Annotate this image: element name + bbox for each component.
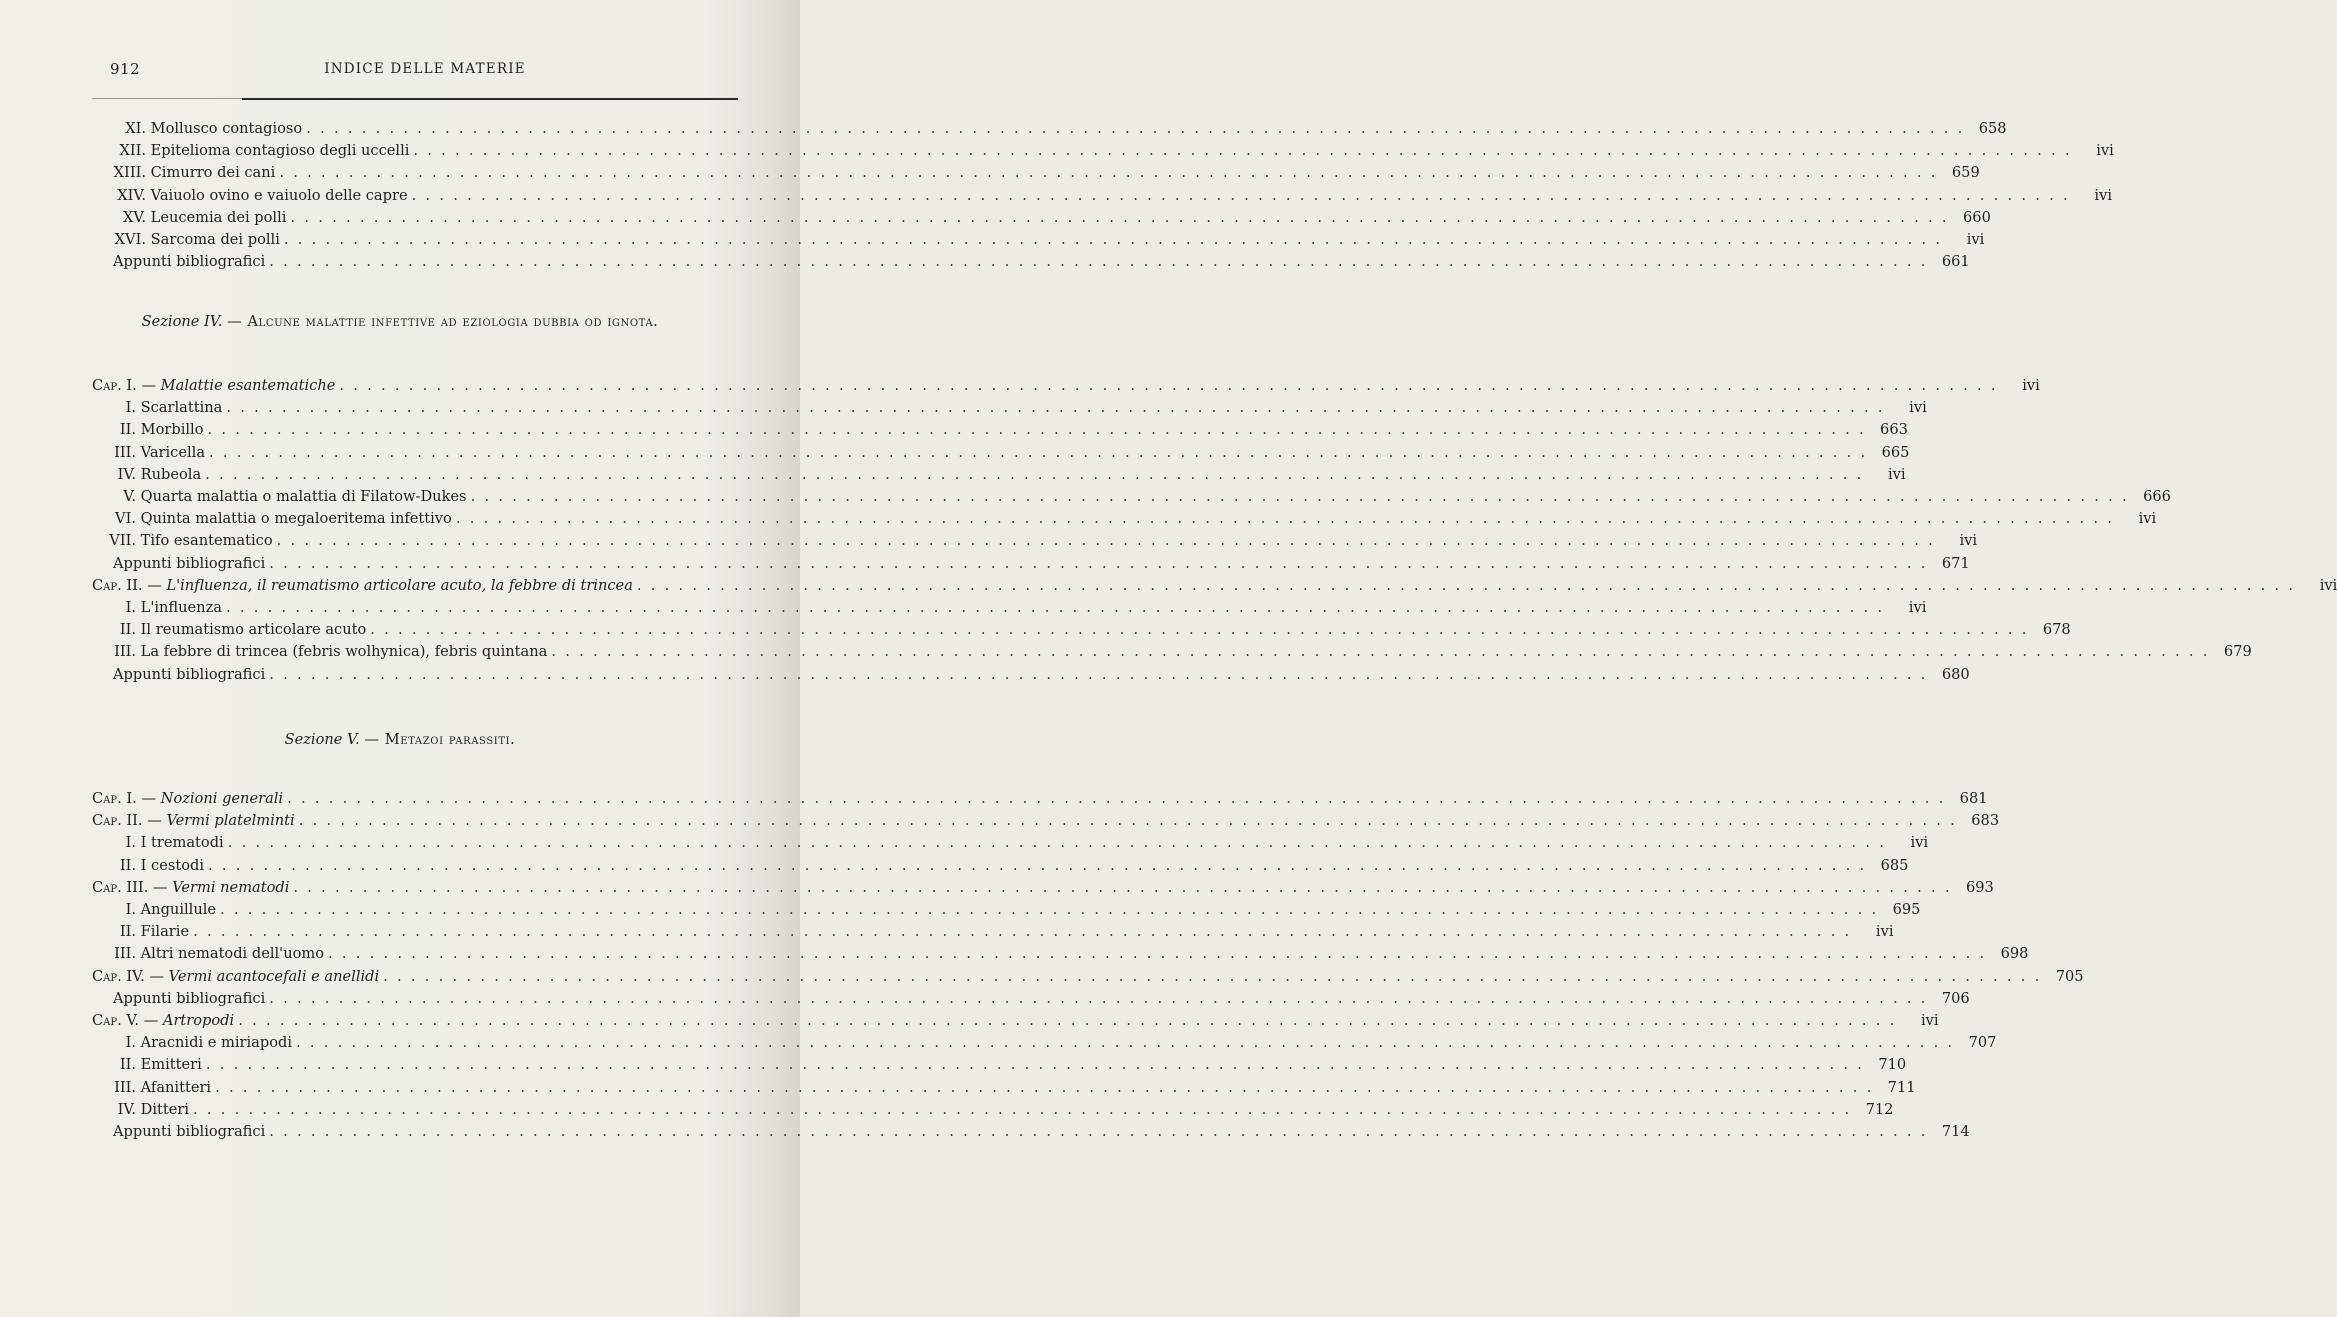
entry-title: Quinta malattia o megaloeritema infettivo: [140, 510, 452, 528]
entry-title: Mollusco contagioso: [150, 120, 303, 137]
leader-dots: . . . . . . . . . . . . . . . . . . . . . . . . . . . . . . . . . . . . . . . . . . . . . . . . . . . . . . . . . . . . . . . . . . . . . . . . . . . . . . . . . . . . . . . . . . . . . . . . . . . . . . . . . . . . . . . . . . . . . . . .: [225, 599, 1885, 616]
toc-entry: [96, 1099, 1894, 1121]
page-ref: 665: [1881, 443, 1910, 461]
entry-number: I.: [125, 599, 136, 616]
section-label: Sezione V.: [284, 731, 360, 748]
entry-title: Quarta malattia o malattia di Filatow-Dukes: [140, 488, 467, 505]
page-ref: 710: [1878, 1056, 1907, 1074]
page-ref: 712: [1865, 1100, 1894, 1118]
page-ref: ivi: [1959, 532, 1978, 550]
toc-entry: [96, 855, 1909, 877]
entry-number: XV.: [122, 208, 146, 226]
leader-dots: . . . . . . . . . . . . . . . . . . . . . . . . . . . . . . . . . . . . . . . . . . . . . . . . . . . . . . . . . . . . . . . . . . . . . . . . . . . . . . . . . . . . . . . . . . . . . . . . . . . . . . . . . . . . . . . . . . . . . . . .: [269, 554, 1928, 572]
entry-title: Anguillule: [140, 901, 217, 918]
page-ref: ivi: [1908, 599, 1927, 616]
chapter-title: Vermi nematodi: [172, 878, 290, 896]
entry-number: II.: [119, 856, 136, 874]
leader-dots: . . . . . . . . . . . . . . . . . . . . . . . . . . . . . . . . . . . . . . . . . . . . . . . . . . . . . . . . . . . . . . . . . . . . . . . . . . . . . . . . . . . . . . . . . . . . . . . . . . . . . . . . . . . . . . . . . . . . . . . .: [287, 790, 1946, 807]
leader-dots: . . . . . . . . . . . . . . . . . . . . . . . . . . . . . . . . . . . . . . . . . . . . . . . . . . . . . . . . . . . . . . . . . . . . . . . . . . . . . . . . . . . . . . . . . . . . . . . . . . . . . . . . . . . . . . . . . . . . . . . .: [226, 399, 1885, 417]
section-heading-v: [0, 731, 800, 748]
leader-dots: . . . . . . . . . . . . . . . . . . . . . . . . . . . . . . . . . . . . . . . . . . . . . . . . . . . . . . . . . . . . . . . . . . . . . . . . . . . . . . . . . . . . . . . . . . . . . . . . . . . . . . . . . . . . . . . . . . . . . . . .: [238, 1012, 1897, 1029]
chapter-label: Cap. II.: [92, 576, 148, 594]
leader-dots: . . . . . . . . . . . . . . . . . . . . . . . . . . . . . . . . . . . . . . . . . . . . . . . . . . . . . . . . . . . . . . . . . . . . . . . . . . . . . . . . . . . . . . . . . . . . . . . . . . . . . . . . . . . . . . . . . . . . . . . .: [636, 576, 2296, 594]
leader-dots: . . . . . . . . . . . . . . . . . . . . . . . . . . . . . . . . . . . . . . . . . . . . . . . . . . . . . . . . . . . . . . . . . . . . . . . . . . . . . . . . . . . . . . . . . . . . . . . . . . . . . . . . . . . . . . . . . . . . . . . .: [193, 1100, 1852, 1118]
entry-number: III.: [114, 443, 136, 461]
page-ref: 705: [2055, 967, 2084, 985]
leader-dots: . . . . . . . . . . . . . . . . . . . . . . . . . . . . . . . . . . . . . . . . . . . . . . . . . . . . . . . . . . . . . . . . . . . . . . . . . . . . . . . . . . . . . . . . . . . . . . . . . . . . . . . . . . . . . . . . . . . . . . . .: [215, 1078, 1874, 1096]
toc-entry: [96, 508, 2157, 530]
section-title: — Metazoi parassiti.: [364, 731, 516, 748]
leader-dots: . . . . . . . . . . . . . . . . . . . . . . . . . . . . . . . . . . . . . . . . . . . . . . . . . . . . . . . . . . . . . . . . . . . . . . . . . . . . . . . . . . . . . . . . . . . . . . . . . . . . . . . . . . . . . . . . . . . . . . . .: [209, 443, 1868, 461]
leader-dots: . . . . . . . . . . . . . . . . . . . . . . . . . . . . . . . . . . . . . . . . . . . . . . . . . . . . . . . . . . . . . . . . . . . . . . . . . . . . . . . . . . . . . . . . . . . . . . . . . . . . . . . . . . . . . . . . . . . . . . . .: [339, 377, 1998, 394]
toc-entry: [96, 530, 1978, 552]
entry-title: Appunti bibliografici: [113, 1123, 266, 1140]
leader-dots: . . . . . . . . . . . . . . . . . . . . . . . . . . . . . . . . . . . . . . . . . . . . . . . . . . . . . . . . . . . . . . . . . . . . . . . . . . . . . . . . . . . . . . . . . . . . . . . . . . . . . . . . . . . . . . . . . . . . . . . .: [220, 901, 1879, 918]
chapter-title: Malattie esantematiche: [160, 377, 336, 394]
toc-entry: Cap. II. — L'influenza, il reumatismo articolare acuto, la febbre di trincea . . . . . . . . . . . . . . . . . . . . . . . . . . . . . . . . . . . . . . . . . . . . . . . . . . . . . . . . . . . . . . . . . . . . . . . . . . . . . . . . . . . . . . . . . . . . . . . . . . . . . . . . . . . . . . . . . . . . . . . . ivi: [92, 575, 738, 597]
entry-title: Filarie: [140, 923, 190, 941]
page-ref: 666: [2143, 488, 2171, 505]
entry-number: XI.: [125, 120, 146, 137]
page-ref: 680: [1941, 665, 1970, 683]
leader-dots: . . . . . . . . . . . . . . . . . . . . . . . . . . . . . . . . . . . . . . . . . . . . . . . . . . . . . . . . . . . . . . . . . . . . . . . . . . . . . . . . . . . . . . . . . . . . . . . . . . . . . . . . . . . . . . . . . . . . . . . .: [290, 208, 1949, 226]
page-ref: 678: [2042, 621, 2071, 639]
page-ref: 663: [1880, 421, 1908, 439]
leader-dots: . . . . . . . . . . . . . . . . . . . . . . . . . . . . . . . . . . . . . . . . . . . . . . . . . . . . . . . . . . . . . . . . . . . . . . . . . . . . . . . . . . . . . . . . . . . . . . . . . . . . . . . . . . . . . . . . . . . . . . . .: [205, 1056, 1865, 1074]
entry-number: III.: [114, 1078, 136, 1096]
page-ref: ivi: [1887, 465, 1906, 483]
leader-dots: . . . . . . . . . . . . . . . . . . . . . . . . . . . . . . . . . . . . . . . . . . . . . . . . . . . . . . . . . . . . . . . . . . . . . . . . . . . . . . . . . . . . . . . . . . . . . . . . . . . . . . . . . . . . . . . . . . . . . . . .: [227, 834, 1887, 852]
toc-entry: Cap. I. — Malattie esantematiche . . . . . . . . . . . . . . . . . . . . . . . . . . . . . . . . . . . . . . . . . . . . . . . . . . . . . . . . . . . . . . . . . . . . . . . . . . . . . . . . . . . . . . . . . . . . . . . . . . . . . . . . . . . . . . . . . . . . . . . . ivi: [92, 375, 738, 397]
entry-title: Scarlattina: [140, 399, 223, 417]
toc-entry: [96, 397, 1927, 419]
page-ref: 714: [1941, 1123, 1970, 1140]
toc-entry: [96, 1032, 1997, 1054]
entry-title: I cestodi: [140, 856, 205, 874]
page-ref: 693: [1965, 878, 1994, 896]
chapter-title: L'influenza, il reumatismo articolare acuto, la febbre di trincea: [166, 576, 633, 594]
leader-dots: . . . . . . . . . . . . . . . . . . . . . . . . . . . . . . . . . . . . . . . . . . . . . . . . . . . . . . . . . . . . . . . . . . . . . . . . . . . . . . . . . . . . . . . . . . . . . . . . . . . . . . . . . . . . . . . . . . . . . . . .: [283, 231, 1943, 248]
entry-title: L'influenza: [140, 599, 222, 616]
leader-dots: . . . . . . . . . . . . . . . . . . . . . . . . . . . . . . . . . . . . . . . . . . . . . . . . . . . . . . . . . . . . . . . . . . . . . . . . . . . . . . . . . . . . . . . . . . . . . . . . . . . . . . . . . . . . . . . . . . . . . . . .: [279, 164, 1938, 182]
entry-number: I.: [125, 399, 136, 417]
leader-dots: . . . . . . . . . . . . . . . . . . . . . . . . . . . . . . . . . . . . . . . . . . . . . . . . . . . . . . . . . . . . . . . . . . . . . . . . . . . . . . . . . . . . . . . . . . . . . . . . . . . . . . . . . . . . . . . . . . . . . . . .: [269, 1123, 1928, 1140]
running-title: INDICE DELLE MATERIE: [324, 61, 526, 77]
entry-number: I.: [125, 834, 136, 852]
chapter-title: Nozioni generali: [160, 790, 284, 807]
toc-entry: [96, 832, 1929, 854]
leader-dots: . . . . . . . . . . . . . . . . . . . . . . . . . . . . . . . . . . . . . . . . . . . . . . . . . . . . . . . . . . . . . . . . . . . . . . . . . . . . . . . . . . . . . . . . . . . . . . . . . . . . . . . . . . . . . . . . . . . . . . . .: [269, 989, 1928, 1007]
entry-number: XIII.: [113, 164, 146, 182]
toc-entry: [113, 251, 1970, 273]
toc-entry: [96, 619, 2071, 641]
toc-entry: [96, 597, 1927, 619]
page-ref: ivi: [1966, 231, 1985, 248]
page-ref: 695: [1892, 901, 1921, 918]
header-rule: [92, 98, 738, 100]
toc-entry: Cap. II. — Vermi platelminti . . . . . . . . . . . . . . . . . . . . . . . . . . . . . . . . . . . . . . . . . . . . . . . . . . . . . . . . . . . . . . . . . . . . . . . . . . . . . . . . . . . . . . . . . . . . . . . . . . . . . . . . . . . . . . . . . . . . . . . . 683: [92, 810, 738, 832]
toc-entry: [96, 419, 1908, 441]
toc-entry: Cap. I. — Nozioni generali . . . . . . . . . . . . . . . . . . . . . . . . . . . . . . . . . . . . . . . . . . . . . . . . . . . . . . . . . . . . . . . . . . . . . . . . . . . . . . . . . . . . . . . . . . . . . . . . . . . . . . . . . . . . . . . . . . . . . . . . 681: [92, 788, 738, 810]
toc-entry: [106, 229, 1985, 251]
page-ref: 681: [1959, 790, 1988, 807]
toc-entry: [96, 899, 1921, 921]
entry-title: Ditteri: [140, 1100, 190, 1118]
page-header: [110, 60, 740, 84]
chapter-label: Cap. I.: [92, 790, 142, 807]
toc-entry: [113, 664, 1970, 686]
entry-number: V.: [123, 488, 136, 505]
leader-dots: . . . . . . . . . . . . . . . . . . . . . . . . . . . . . . . . . . . . . . . . . . . . . . . . . . . . . . . . . . . . . . . . . . . . . . . . . . . . . . . . . . . . . . . . . . . . . . . . . . . . . . . . . . . . . . . . . . . . . . . .: [269, 253, 1928, 271]
entry-number: IV.: [117, 1100, 136, 1118]
entry-title: La febbre di trincea (febris wolhynica), febris quintana: [140, 643, 548, 661]
toc-entry: [106, 207, 1991, 229]
chapter-label: Cap. II.: [92, 812, 148, 830]
entry-number: II.: [119, 421, 136, 439]
entry-number: XIV.: [117, 186, 146, 204]
entry-number: II.: [119, 621, 136, 639]
page-ref: 698: [2000, 945, 2029, 963]
entry-title: Aracnidi e miriapodi: [140, 1034, 293, 1052]
leader-dots: . . . . . . . . . . . . . . . . . . . . . . . . . . . . . . . . . . . . . . . . . . . . . . . . . . . . . . . . . . . . . . . . . . . . . . . . . . . . . . . . . . . . . . . . . . . . . . . . . . . . . . . . . . . . . . . . . . . . . . . .: [269, 665, 1928, 683]
entry-number: III.: [114, 643, 136, 661]
entry-title: Afanitteri: [140, 1078, 212, 1096]
section-heading-iv: [0, 313, 800, 330]
toc-entry: [113, 988, 1970, 1010]
toc-entry: [106, 162, 1980, 184]
leader-dots: . . . . . . . . . . . . . . . . . . . . . . . . . . . . . . . . . . . . . . . . . . . . . . . . . . . . . . . . . . . . . . . . . . . . . . . . . . . . . . . . . . . . . . . . . . . . . . . . . . . . . . . . . . . . . . . . . . . . . . . .: [276, 532, 1936, 550]
chapter-label: Cap. V.: [92, 1012, 144, 1029]
toc-entry: [96, 442, 1910, 464]
leader-dots: . . . . . . . . . . . . . . . . . . . . . . . . . . . . . . . . . . . . . . . . . . . . . . . . . . . . . . . . . . . . . . . . . . . . . . . . . . . . . . . . . . . . . . . . . . . . . . . . . . . . . . . . . . . . . . . . . . . . . . . .: [293, 878, 1952, 896]
entry-title: Appunti bibliografici: [113, 665, 266, 683]
entry-number: VI.: [115, 510, 136, 528]
leader-dots: . . . . . . . . . . . . . . . . . . . . . . . . . . . . . . . . . . . . . . . . . . . . . . . . . . . . . . . . . . . . . . . . . . . . . . . . . . . . . . . . . . . . . . . . . . . . . . . . . . . . . . . . . . . . . . . . . . . . . . . .: [208, 856, 1867, 874]
entry-title: Altri nematodi dell'uomo: [140, 945, 325, 963]
toc-entry: [96, 1054, 1907, 1076]
entry-title: Leucemia dei polli: [150, 208, 287, 226]
entry-title: Il reumatismo articolare acuto: [140, 621, 367, 639]
leader-dots: . . . . . . . . . . . . . . . . . . . . . . . . . . . . . . . . . . . . . . . . . . . . . . . . . . . . . . . . . . . . . . . . . . . . . . . . . . . . . . . . . . . . . . . . . . . . . . . . . . . . . . . . . . . . . . . . . . . . . . . .: [455, 510, 2115, 528]
page-ref: 685: [1880, 856, 1909, 874]
entry-number: II.: [119, 1056, 136, 1074]
page-ref: ivi: [2094, 186, 2112, 204]
page-ref: ivi: [1909, 399, 1927, 417]
section-label: Sezione IV.: [141, 313, 223, 330]
entry-number: III.: [114, 945, 136, 963]
toc-entry: Cap. V. — Artropodi . . . . . . . . . . . . . . . . . . . . . . . . . . . . . . . . . . . . . . . . . . . . . . . . . . . . . . . . . . . . . . . . . . . . . . . . . . . . . . . . . . . . . . . . . . . . . . . . . . . . . . . . . . . . . . . . . . . . . . . . ivi: [92, 1010, 738, 1032]
toc-entry: [96, 641, 2252, 663]
leader-dots: . . . . . . . . . . . . . . . . . . . . . . . . . . . . . . . . . . . . . . . . . . . . . . . . . . . . . . . . . . . . . . . . . . . . . . . . . . . . . . . . . . . . . . . . . . . . . . . . . . . . . . . . . . . . . . . . . . . . . . . .: [411, 186, 2070, 204]
entry-title: Rubeola: [140, 465, 202, 483]
chapter-label: Cap. IV.: [92, 967, 150, 985]
entry-title: Appunti bibliografici: [113, 554, 266, 572]
toc-entry: [96, 1077, 1916, 1099]
page-ref: 660: [1963, 208, 1991, 226]
toc-entry: [96, 486, 2171, 508]
entry-title: Varicella: [140, 443, 206, 461]
toc-entry: [96, 464, 1906, 486]
leader-dots: . . . . . . . . . . . . . . . . . . . . . . . . . . . . . . . . . . . . . . . . . . . . . . . . . . . . . . . . . . . . . . . . . . . . . . . . . . . . . . . . . . . . . . . . . . . . . . . . . . . . . . . . . . . . . . . . . . . . . . . .: [413, 142, 2072, 160]
section-title: — Alcune malattie infettive ad eziologia dubbia od ignota.: [227, 313, 659, 330]
chapter-label: Cap. I.: [92, 377, 142, 394]
page-ref: ivi: [2022, 377, 2040, 394]
entry-title: Emitteri: [140, 1056, 202, 1074]
page-number: 912: [110, 60, 141, 78]
page-ref: ivi: [1875, 923, 1894, 941]
page-ref: 671: [1941, 554, 1970, 572]
entry-title: Sarcoma dei polli: [150, 231, 280, 248]
entry-title: Epitelioma contagioso degli uccelli: [150, 142, 410, 160]
toc-entry: Cap. III. — Vermi nematodi . . . . . . . . . . . . . . . . . . . . . . . . . . . . . . . . . . . . . . . . . . . . . . . . . . . . . . . . . . . . . . . . . . . . . . . . . . . . . . . . . . . . . . . . . . . . . . . . . . . . . . . . . . . . . . . . . . . . . . . . 693: [92, 877, 738, 899]
entry-title: Tifo esantematico: [140, 532, 273, 550]
page-ref: 659: [1951, 164, 1980, 182]
entry-title: Appunti bibliografici: [113, 989, 266, 1007]
toc-entry: Cap. IV. — Vermi acantocefali e anellidi . . . . . . . . . . . . . . . . . . . . . . . . . . . . . . . . . . . . . . . . . . . . . . . . . . . . . . . . . . . . . . . . . . . . . . . . . . . . . . . . . . . . . . . . . . . . . . . . . . . . . . . . . . . . . . . . . . . . . . . . 705: [92, 966, 738, 988]
entry-title: Appunti bibliografici: [113, 253, 266, 271]
entry-number: XII.: [119, 142, 146, 160]
entry-number: IV.: [117, 465, 136, 483]
entry-number: II.: [119, 923, 136, 941]
chapter-title: Vermi platelminti: [166, 812, 295, 830]
page-ref: 658: [1978, 120, 2007, 137]
page-ref: ivi: [2319, 576, 2337, 594]
leader-dots: . . . . . . . . . . . . . . . . . . . . . . . . . . . . . . . . . . . . . . . . . . . . . . . . . . . . . . . . . . . . . . . . . . . . . . . . . . . . . . . . . . . . . . . . . . . . . . . . . . . . . . . . . . . . . . . . . . . . . . . .: [193, 923, 1852, 941]
page-ref: ivi: [2096, 142, 2114, 160]
page-ref: 661: [1941, 253, 1970, 271]
page-ref: 683: [1971, 812, 2000, 830]
leader-dots: . . . . . . . . . . . . . . . . . . . . . . . . . . . . . . . . . . . . . . . . . . . . . . . . . . . . . . . . . . . . . . . . . . . . . . . . . . . . . . . . . . . . . . . . . . . . . . . . . . . . . . . . . . . . . . . . . . . . . . . .: [296, 1034, 1955, 1052]
leader-dots: . . . . . . . . . . . . . . . . . . . . . . . . . . . . . . . . . . . . . . . . . . . . . . . . . . . . . . . . . . . . . . . . . . . . . . . . . . . . . . . . . . . . . . . . . . . . . . . . . . . . . . . . . . . . . . . . . . . . . . . .: [205, 465, 1864, 483]
entry-title: Vaiuolo ovino e vaiuolo delle capre: [150, 186, 408, 204]
leader-dots: . . . . . . . . . . . . . . . . . . . . . . . . . . . . . . . . . . . . . . . . . . . . . . . . . . . . . . . . . . . . . . . . . . . . . . . . . . . . . . . . . . . . . . . . . . . . . . . . . . . . . . . . . . . . . . . . . . . . . . . .: [551, 643, 2210, 661]
leader-dots: . . . . . . . . . . . . . . . . . . . . . . . . . . . . . . . . . . . . . . . . . . . . . . . . . . . . . . . . . . . . . . . . . . . . . . . . . . . . . . . . . . . . . . . . . . . . . . . . . . . . . . . . . . . . . . . . . . . . . . . .: [306, 120, 1965, 137]
toc-entry: [113, 1121, 1970, 1143]
chapter-label: Cap. III.: [92, 878, 153, 896]
page-ref: 711: [1887, 1078, 1916, 1096]
toc-entry: [113, 553, 1970, 575]
page-ref: ivi: [1921, 1012, 1939, 1029]
toc-entry: [96, 921, 1894, 943]
toc-entry: [106, 140, 2114, 162]
page-ref: 706: [1941, 989, 1970, 1007]
entry-number: I.: [125, 1034, 136, 1052]
page-ref: ivi: [2138, 510, 2157, 528]
toc-entry: [106, 118, 2007, 140]
chapter-title: Artropodi: [162, 1012, 235, 1029]
toc-entry: [96, 943, 2029, 965]
page-ref: 707: [1968, 1034, 1997, 1052]
leader-dots: . . . . . . . . . . . . . . . . . . . . . . . . . . . . . . . . . . . . . . . . . . . . . . . . . . . . . . . . . . . . . . . . . . . . . . . . . . . . . . . . . . . . . . . . . . . . . . . . . . . . . . . . . . . . . . . . . . . . . . . .: [298, 812, 1958, 830]
page-ref: 679: [2223, 643, 2252, 661]
entry-title: Morbillo: [140, 421, 204, 439]
entry-number: I.: [125, 901, 136, 918]
leader-dots: . . . . . . . . . . . . . . . . . . . . . . . . . . . . . . . . . . . . . . . . . . . . . . . . . . . . . . . . . . . . . . . . . . . . . . . . . . . . . . . . . . . . . . . . . . . . . . . . . . . . . . . . . . . . . . . . . . . . . . . .: [370, 621, 2029, 639]
entry-number: VII.: [109, 532, 136, 550]
entry-number: XVI.: [114, 231, 146, 248]
leader-dots: . . . . . . . . . . . . . . . . . . . . . . . . . . . . . . . . . . . . . . . . . . . . . . . . . . . . . . . . . . . . . . . . . . . . . . . . . . . . . . . . . . . . . . . . . . . . . . . . . . . . . . . . . . . . . . . . . . . . . . . .: [328, 945, 1987, 963]
leader-dots: . . . . . . . . . . . . . . . . . . . . . . . . . . . . . . . . . . . . . . . . . . . . . . . . . . . . . . . . . . . . . . . . . . . . . . . . . . . . . . . . . . . . . . . . . . . . . . . . . . . . . . . . . . . . . . . . . . . . . . . .: [383, 967, 2042, 985]
chapter-title: Vermi acantocefali e anellidi: [168, 967, 380, 985]
leader-dots: . . . . . . . . . . . . . . . . . . . . . . . . . . . . . . . . . . . . . . . . . . . . . . . . . . . . . . . . . . . . . . . . . . . . . . . . . . . . . . . . . . . . . . . . . . . . . . . . . . . . . . . . . . . . . . . . . . . . . . . .: [207, 421, 1866, 439]
leader-dots: . . . . . . . . . . . . . . . . . . . . . . . . . . . . . . . . . . . . . . . . . . . . . . . . . . . . . . . . . . . . . . . . . . . . . . . . . . . . . . . . . . . . . . . . . . . . . . . . . . . . . . . . . . . . . . . . . . . . . . . .: [470, 488, 2129, 505]
toc-entry: [106, 185, 2112, 207]
entry-title: I trematodi: [140, 834, 224, 852]
entry-title: Cimurro dei cani: [150, 164, 276, 182]
page-ref: ivi: [1910, 834, 1929, 852]
